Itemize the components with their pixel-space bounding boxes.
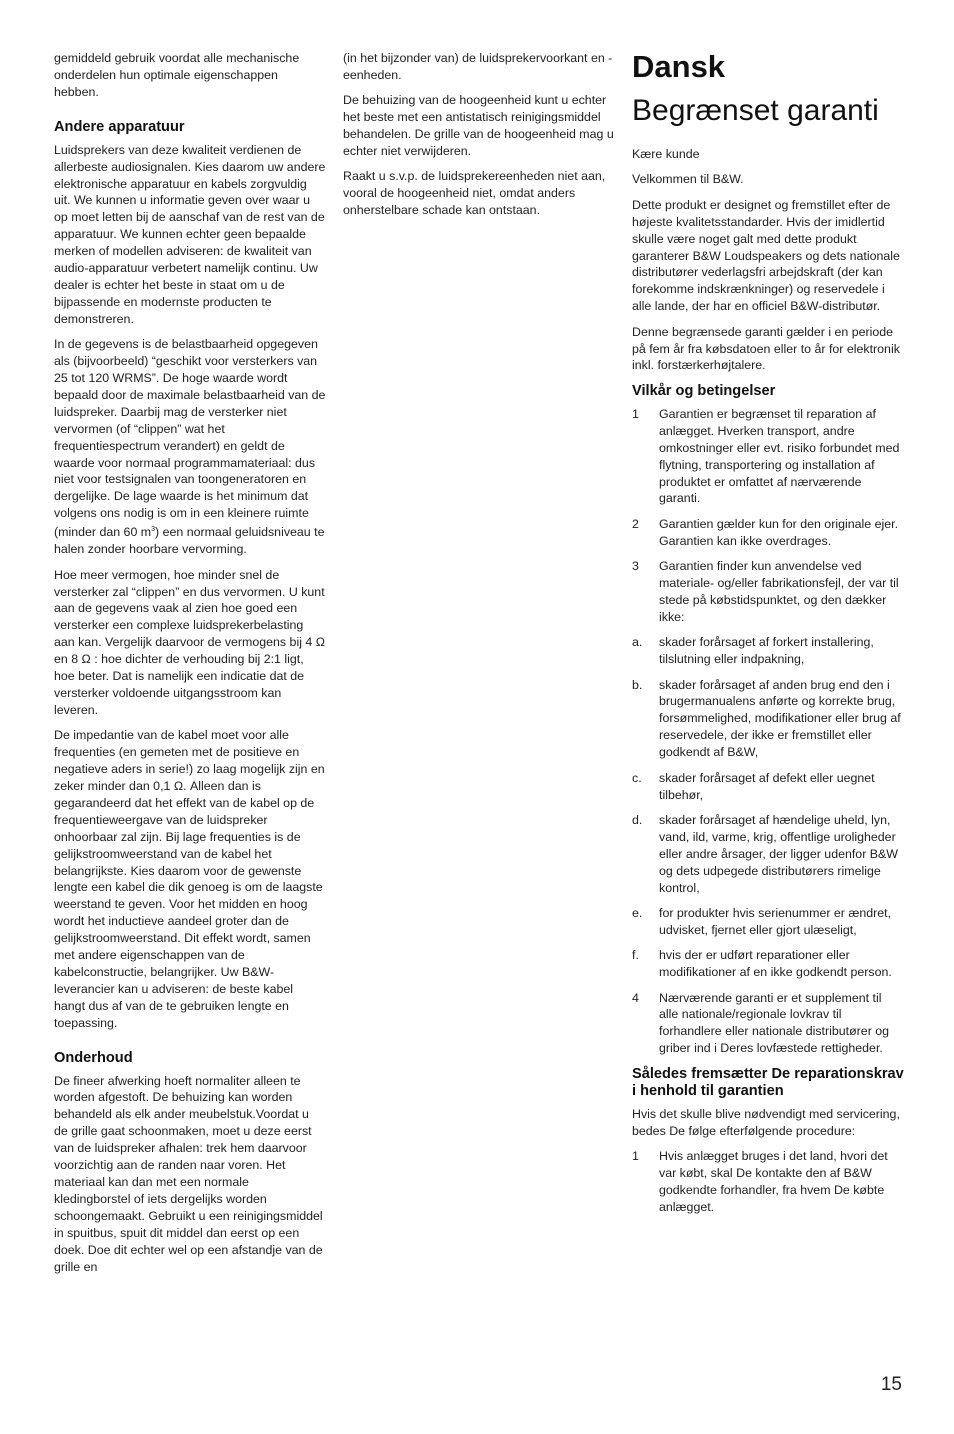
list-text: Hvis anlægget bruges i det land, hvori det var købt, skal De kontakte den af B&W godkendte forhandler, fra hvem De købte anlægget. (659, 1149, 888, 1214)
paragraph-andere-3: Hoe meer vermogen, hoe minder snel de versterker zal “clippen” en dus vervormen. U kunt aan de gegevens vaak al zien hoe goed een versterker een complexe luidsprekerbelasting aan kan. Vergelijk daarvoor de vermogens bij 4 Ω en 8 Ω : hoe dichter de verhouding bij 2:1 ligt, hoe beter. Dat is namelijk een indicatie dat de versterker voldoende uitgangsstroom kan leveren. (54, 567, 325, 717)
list-item (632, 558, 904, 626)
paragraph-onderhoud: De fineer afwerking hoeft normaliter alleen te worden afgestoft. De behuizing kan worden behandeld als elk ander meubelstuk.Voordat u de grille gaat schoonmaken, moet u deze eerst van de luidspreker afhalen: trek hem daarvoor voorzichtig aan de randen naar voren. Het materiaal kan dan met een normale kledingborstel of iets dergelijks worden schoongemaakt. Gebruikt u een reinigingsmiddel in spuitbus, spuit dit middel dan eerst op een doek. Doe dit echter wel op een afstandje van de grille en (54, 1073, 323, 1274)
list-item (632, 990, 904, 1058)
paragraph-andere-2-text: In de gegevens is de belastbaarheid opgegeven als (bijvoorbeeld) “geschikt voor versterkers van 25 tot 120 WRMS”. De hoge waarde wordt bepaald door de maximale belastbaarheid van de luidspreker. Daarbij mag de versterker niet vervormen (of “clippen” wat het frequentiespectrum verandert) en geldt de waarde voor normaal programmamateriaal: dus niet voor testsignalen van toongeneratoren en dergelijke. De lage waarde is het minimum dat volgens ons nodig is om in een kleinere ruimte (minder dan 60 m (54, 337, 326, 540)
list-text: Garantien er begrænset til reparation af anlægget. Hverken transport, andre omkostninger eller evt. risiko forbundet med flytning, transportering og installation af produktet er omfattet af nærværende garanti. (659, 406, 900, 506)
column-dutch-right (343, 50, 615, 228)
paragraph-claims: Hvis det skulle blive nødvendigt med servicering, bedes De følge efterfølgende procedure: (632, 1106, 900, 1138)
list-marker: b. (632, 677, 643, 692)
list-item (632, 406, 904, 507)
paragraph-warranty-intro: Dette produkt er designet og fremstillet efter de højeste kvalitetsstandarder. Hvis der imidlertid skulle være noget galt med dette produkt garanterer B&W Loudspeakers og dets nationale distributører vederlagsfri arbejdskraft (der kan forekomme indskrænkninger) og reservedele i alle lande, der har en officiel B&W-distributør. (632, 197, 900, 314)
heading-andere-apparatuur: Andere apparatuur (54, 118, 185, 135)
paragraph-andere-2-text-end: ) een normaal geluidsniveau te halen zonder hoorbare vervorming. (54, 525, 325, 557)
language-heading: Dansk (632, 49, 726, 84)
terms-list (632, 406, 904, 1057)
paragraph-andere-2 (54, 336, 326, 558)
list-text: skader forårsaget af hændelige uheld, lyn, vand, ild, varme, krig, offentlige uroligheder eller andre årsager, der ligger udenfor B&W og dets udpegede distributørers rimelige kontrol, (659, 812, 898, 895)
list-text: skader forårsaget af anden brug end den i brugermanualens anførte og korrekte brug, forsømmelighed, modifikationer eller brug af reservedele, der ikke er fremstillet eller godkendt af B&W, (659, 677, 901, 760)
paragraph-col2-1: (in het bijzonder van) de luidsprekervoorkant en -eenheden. (343, 51, 613, 82)
list-text: for produkter hvis serienummer er ændret, udvisket, fjernet eller gjort ulæseligt, (659, 905, 892, 937)
page-title: Begrænset garanti (632, 94, 879, 127)
list-item (632, 770, 904, 804)
list-item (632, 1148, 904, 1216)
list-marker: a. (632, 635, 643, 650)
heading-claims: Således fremsætter De reparationskrav i henhold til garantien (632, 1065, 904, 1099)
list-item (632, 812, 904, 897)
superscript-cubic: 3 (151, 526, 156, 534)
list-marker: 4 (632, 990, 639, 1005)
list-marker: 1 (632, 1149, 639, 1163)
list-text: Garantien finder kun anvendelse ved materiale- og/eller fabrikationsfejl, der var til stede på købstidspunktet, og den dækker ikke: (659, 559, 899, 624)
page-number: 15 (880, 1374, 902, 1395)
paragraph-andere-4: De impedantie van de kabel moet voor alle frequenties (en gemeten met de positieve en negatieve aders in serie!) zo laag mogelijk zijn en zeker minder dan 0,1 Ω. Alleen dan is gegarandeerd dat het effekt van de kabel op de frequentieweergave van de luidspreker onhoorbaar zal zijn. Bij lage frequenties is de gelijkstroomweerstand van de kabel het belangrijkste. Kies daarom voor de gewenste lengte een kabel die dik genoeg is om de laagste weerstand te geven. Voor het midden en hoog wordt het inductieve aandeel groter dan de gelijkstroomweerstand. Dit effekt wordt, samen met andere eigenschappen van de kabelconstructie, belangrijker. Uw B&W-leverancier kan u adviseren: de beste kabel hangt dus af van de te gebruiken lengte en toepassing. (54, 728, 325, 1030)
list-marker: 2 (632, 516, 639, 531)
list-text: skader forårsaget af defekt eller uegnet tilbehør, (659, 770, 875, 802)
list-marker: 1 (632, 406, 639, 421)
list-marker: c. (632, 770, 642, 785)
paragraph-warranty-period: Denne begrænsede garanti gælder i en periode på fem år fra købsdatoen eller to år for elektronik inkl. forstærkerhøjtalere. (632, 324, 900, 373)
heading-terms: Vilkår og betingelser (632, 382, 776, 399)
list-text: Garantien gælder kun for den originale ejer. Garantien kan ikke overdrages. (659, 516, 899, 548)
claims-list (632, 1148, 904, 1216)
list-item (632, 677, 904, 762)
list-marker: 3 (632, 559, 639, 574)
list-item (632, 905, 904, 939)
list-text: hvis der er udført reparationer eller modifikationer af en ikke godkendt person. (659, 948, 892, 980)
list-marker: e. (632, 905, 643, 920)
paragraph-andere-1: Luidsprekers van deze kwaliteit verdienen de allerbeste audiosignalen. Kies daarom uw andere elektronische apparatuur en kabels zorgvuldig uit. We kunnen u informatie geven over waar u op moet letten bij de aanschaf van de rest van de apparatuur. We kunnen echter geen bepaalde merken of modellen adviseren: de kwaliteit van audio-apparatuur verbetert namelijk continu. Uw dealer is echter het beste in staat om u de bijpassende en modernste producten te demonstreren. (54, 142, 326, 326)
paragraph-salutation: Kære kunde (632, 147, 700, 161)
heading-onderhoud: Onderhoud (54, 1049, 133, 1066)
list-marker: f. (632, 948, 639, 963)
paragraph-col2-3: Raakt u s.v.p. de luidsprekereenheden niet aan, vooral de hoogeenheid niet, omdat anders onherstelbare schade kan ontstaan. (343, 169, 606, 218)
list-item (632, 634, 904, 668)
list-marker: d. (632, 812, 643, 827)
list-item (632, 947, 904, 981)
column-dutch-left (54, 50, 326, 1284)
paragraph-intro: gemiddeld gebruik voordat alle mechanische onderdelen hun optimale eigenschappen hebben. (54, 51, 300, 99)
paragraph-welcome: Velkommen til B&W. (632, 172, 744, 187)
list-text: skader forårsaget af forkert installering, tilslutning eller indpakning, (659, 635, 874, 667)
column-danish (632, 50, 904, 1224)
list-text: Nærværende garanti er et supplement til alle nationale/regionale lovkrav til forhandlere eller nationale distributører og griber ind i Deres lovfæstede rettigheder. (659, 990, 890, 1056)
list-item (632, 516, 904, 550)
paragraph-col2-2: De behuizing van de hoogeenheid kunt u echter het beste met een antistatisch reinigingsmiddel behandelen. De grille van de hoogeenheid mag u echter niet verwijderen. (343, 93, 614, 159)
